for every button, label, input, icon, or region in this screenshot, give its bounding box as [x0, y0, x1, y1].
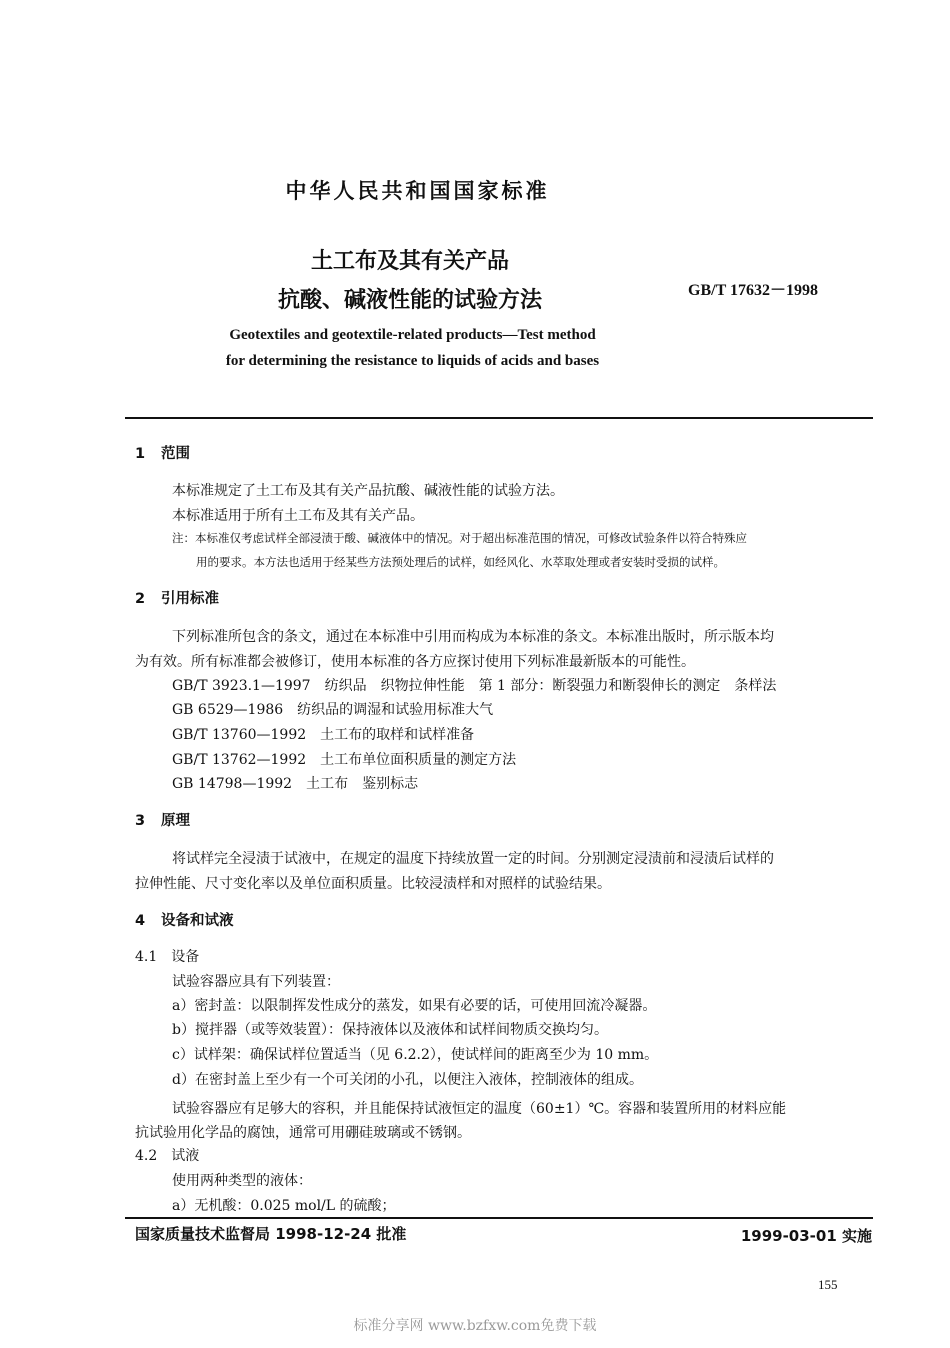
- section-3-heading: [135, 809, 190, 830]
- reference-item: GB 14798—1992 土工布 鉴别标志: [172, 776, 419, 792]
- reference-item: GB/T 13760—1992 土工布的取样和试样准备: [172, 727, 475, 743]
- section-2-heading: [135, 587, 219, 608]
- equipment-item: b）搅拌器（或等效装置）：保持液体以及液体和试样间物质交换均匀。: [172, 1022, 608, 1038]
- subsection-4-1-heading: [135, 946, 199, 966]
- section-2-intro-line-1: 下列标准所包含的条文，通过在本标准中引用而构成为本标准的条文。本标准出版时，所示版本均: [172, 629, 774, 645]
- section-1-note-line-1: 注：本标准仅考虑试样全部浸渍于酸、碱液体中的情况。对于超出标准范围的情况，可修改试验条件以符合特殊应: [172, 531, 747, 545]
- subsection-4-1-tail-line-1: 试验容器应有足够大的容积，并且能保持试液恒定的温度（60±1）℃。容器和装置所用的材料应能: [172, 1101, 787, 1117]
- section-4-heading: [135, 909, 234, 930]
- standard-number: GB/T 17632－1998: [688, 282, 818, 299]
- section-number: 2: [135, 591, 146, 607]
- reference-item: GB 6529—1986 纺织品的调湿和试验用标准大气: [172, 702, 494, 718]
- section-1-note-line-2: 用的要求。本方法也适用于经某些方法预处理后的试样，如经风化、水萃取处理或者安装时受损的试样。: [196, 555, 725, 569]
- section-number: 1: [135, 446, 146, 462]
- english-title-line-1: Geotextiles and geotextile-related products—Test method: [229, 327, 596, 343]
- equipment-item: d）在密封盖上至少有一个可关闭的小孔，以便注入液体，控制液体的组成。: [172, 1072, 643, 1088]
- equipment-item: a）密封盖：以限制挥发性成分的蒸发，如果有必要的话，可使用回流冷凝器。: [172, 998, 657, 1014]
- reference-item: GB/T 3923.1—1997 纺织品 织物拉伸性能 第 1 部分：断裂强力和断裂伸长的测定 条样法: [172, 678, 777, 694]
- section-1-heading: [135, 442, 190, 463]
- subsection-title: 试液: [171, 1148, 200, 1164]
- liquid-item: a）无机酸：0.025 mol/L 的硫酸；: [172, 1198, 396, 1214]
- subsection-4-2-heading: [135, 1145, 199, 1165]
- chinese-title-line-2: 抗酸、碱液性能的试验方法: [277, 288, 542, 313]
- subsection-title: 设备: [171, 949, 200, 965]
- subsection-number: 4.2: [135, 1148, 158, 1164]
- section-title: 设备和试液: [161, 913, 234, 929]
- section-3-line-2: 拉伸性能、尺寸变化率以及单位面积质量。比较浸渍样和对照样的试验结果。: [135, 876, 611, 892]
- section-number: 4: [135, 913, 146, 929]
- section-2-intro-line-2: 为有效。所有标准都会被修订，使用本标准的各方应探讨使用下列标准最新版本的可能性。: [135, 654, 695, 670]
- english-title-line-2: for determining the resistance to liquids of acids and bases: [225, 353, 600, 369]
- subsection-4-1-tail-line-2: 抗试验用化学品的腐蚀，通常可用硼硅玻璃或不锈钢。: [135, 1125, 471, 1141]
- reference-item: GB/T 13762—1992 土工布单位面积质量的测定方法: [172, 752, 517, 768]
- page-number: 155: [818, 1277, 838, 1292]
- section-3-line-1: 将试样完全浸渍于试液中，在规定的温度下持续放置一定的时间。分别测定浸渍前和浸渍后试样的: [172, 851, 774, 867]
- national-standard-title: 中华人民共和国国家标准: [285, 179, 550, 203]
- subsection-number: 4.1: [135, 949, 158, 965]
- implementation-date: 1999-03-01 实施: [740, 1227, 872, 1245]
- watermark: 标准分享网 www.bzfxw.com免费下载: [353, 1318, 597, 1334]
- subsection-4-2-intro: 使用两种类型的液体：: [172, 1173, 312, 1189]
- section-1-paragraph-2: 本标准适用于所有土工布及其有关产品。: [172, 508, 424, 524]
- section-1-paragraph-1: 本标准规定了土工布及其有关产品抗酸、碱液性能的试验方法。: [172, 483, 564, 499]
- equipment-item: c）试样架：确保试样位置适当（见 6.2.2），使试样间的距离至少为 10 mm。: [172, 1047, 659, 1063]
- section-title: 引用标准: [161, 591, 219, 607]
- approval-line: 国家质量技术监督局 1998-12-24 批准: [135, 1225, 407, 1243]
- section-title: 原理: [161, 813, 190, 829]
- section-number: 3: [135, 813, 146, 829]
- subsection-4-1-intro: 试验容器应具有下列装置：: [172, 974, 340, 990]
- section-title: 范围: [161, 446, 190, 462]
- chinese-title-line-1: 土工布及其有关产品: [310, 249, 509, 274]
- footer-rule: [125, 1217, 873, 1219]
- header-rule: [125, 417, 873, 419]
